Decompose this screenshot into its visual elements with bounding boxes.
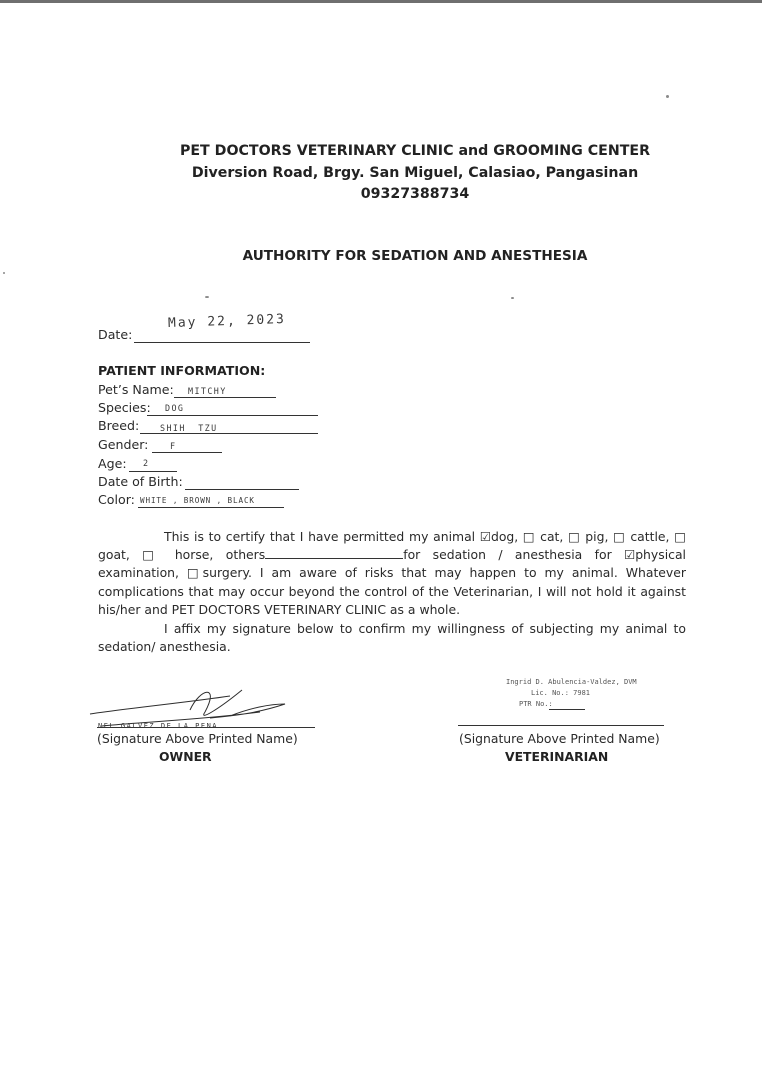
breed-label: Breed:: [98, 418, 140, 433]
checkbox-cat: □: [522, 529, 536, 544]
gender-label: Gender:: [98, 437, 149, 452]
form-title: AUTHORITY FOR SEDATION AND ANESTHESIA: [242, 248, 588, 264]
age-label: Age:: [98, 456, 127, 471]
checkbox-cattle: □: [613, 529, 626, 544]
vet-stamp-name: Ingrid D. Abulencia-Valdez, DVM: [506, 678, 637, 686]
consent-paragraph: This is to certify that I have permitted my animal ☑dog, □ cat, □ pig, □ cattle, □ goat, □ horse, others for sedation / anesthesia for ☑physical examination, □surgery. I am aware of risks that may happen to my animal. Whatever complications that may occur beyond the control of the Veterinarian, I will not hold it against his/her and PET DOCTORS VETERINARY CLINIC as a whole.: [98, 529, 686, 617]
scan-speck: [511, 297, 514, 299]
date-line: [134, 327, 310, 343]
owner-role: OWNER: [159, 749, 212, 764]
dob-line: [185, 474, 299, 490]
gender-line: [152, 437, 222, 453]
clinic-phone: 09327388734: [360, 186, 470, 202]
owner-caption: (Signature Above Printed Name): [97, 731, 298, 746]
dob-label: Date of Birth:: [98, 474, 183, 489]
scan-speck: [666, 95, 669, 98]
species-value: DOG: [165, 403, 185, 413]
checkbox-horse: □: [142, 547, 163, 563]
svg-text:NEL GALVEZ DE LA PENA: NEL GALVEZ DE LA PENA: [98, 722, 219, 730]
vet-signature-line: [458, 725, 664, 726]
vet-caption: (Signature Above Printed Name): [459, 731, 660, 746]
patient-info-heading: PATIENT INFORMATION:: [98, 363, 266, 378]
pet-name-value: MITCHY: [188, 386, 227, 396]
date-label: Date:: [98, 327, 133, 342]
age-line: [129, 456, 177, 472]
checkbox-goat: □: [674, 529, 686, 544]
others-blank: [265, 547, 403, 559]
clinic-address: Diversion Road, Brgy. San Miguel, Calasiao, Pangasinan: [191, 164, 639, 181]
species-label: Species:: [98, 400, 151, 415]
vet-stamp-ptr: PTR No.:: [519, 700, 553, 708]
vet-role: VETERINARIAN: [505, 749, 609, 764]
checkbox-surgery: □: [186, 565, 203, 581]
breed-value: SHIH TZU: [160, 423, 218, 433]
owner-signature-line: [97, 727, 315, 728]
checkbox-pig: □: [568, 529, 581, 544]
color-label: Color:: [98, 492, 135, 507]
checkbox-dog-checked: ☑: [479, 529, 491, 544]
scan-top-edge: [0, 0, 762, 3]
date-value: May 22, 2023: [167, 311, 287, 332]
ptr-line: [549, 709, 585, 710]
scan-speck: [205, 296, 209, 298]
owner-signature: [80, 682, 320, 732]
clinic-name: PET DOCTORS VETERINARY CLINIC and GROOMING CENTER: [179, 143, 651, 159]
vet-stamp-license: Lic. No.: 7981: [531, 689, 591, 697]
color-value: WHITE , BROWN , BLACK: [140, 496, 255, 505]
checkbox-physical-checked: ☑: [624, 547, 636, 563]
age-value: 2: [143, 458, 150, 468]
pet-name-label: Pet’s Name:: [98, 382, 174, 397]
affix-paragraph: I affix my signature below to confirm my willingness of subjecting my animal to sedation/ anesthesia.: [98, 621, 686, 655]
scan-speck: [3, 272, 5, 274]
letterhead: [150, 141, 680, 206]
gender-value: F: [170, 441, 177, 451]
